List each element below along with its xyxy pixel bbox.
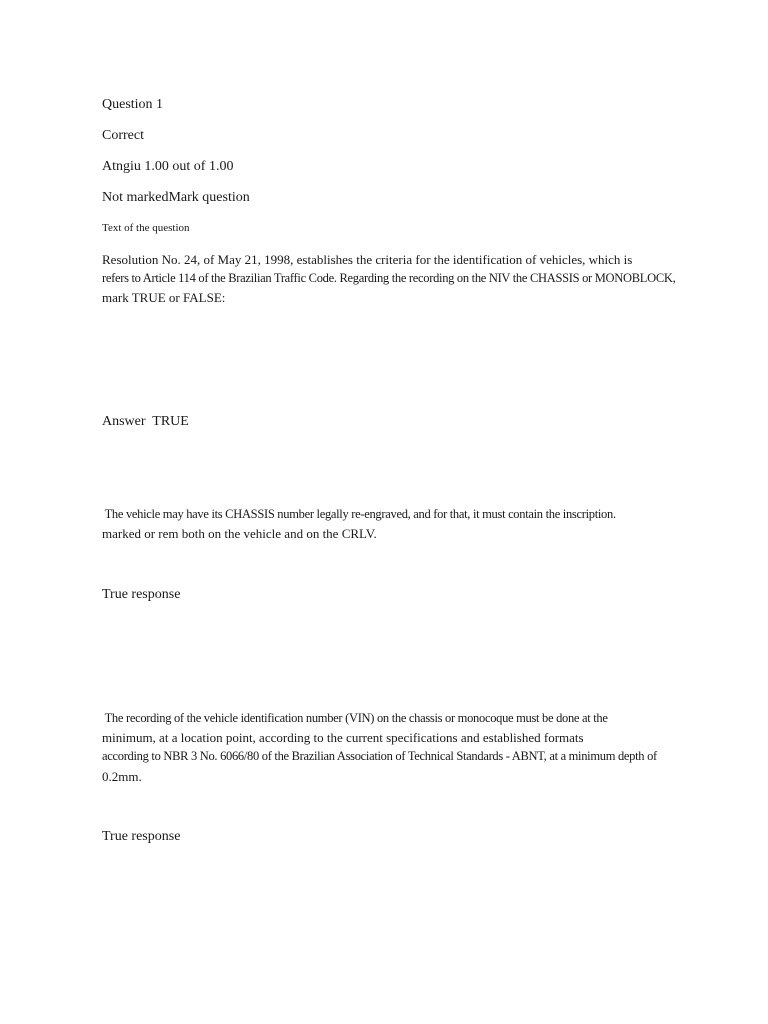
answer-label: Answer TRUE bbox=[102, 414, 189, 429]
question-text-label: Text of the question bbox=[102, 222, 190, 234]
statement-2-line-1: The recording of the vehicle identification number (VIN) on the chassis or monocoque must be done at the bbox=[102, 711, 608, 725]
flag-question-link[interactable]: Not markedMark question bbox=[102, 190, 250, 205]
statement-2-line-2: minimum, at a location point, according to the current specifications and established formats bbox=[102, 730, 584, 745]
statement-2-response: True response bbox=[102, 829, 181, 844]
statement-2-line-4: 0.2mm. bbox=[102, 769, 142, 784]
question-grade: Atngiu 1.00 out of 1.00 bbox=[102, 159, 234, 174]
statement-2-line-3: according to NBR 3 No. 6066/80 of the Brazilian Association of Technical Standards - ABNT, at a minimum depth of bbox=[102, 749, 657, 763]
question-status: Correct bbox=[102, 128, 144, 143]
statement-1-line-1: The vehicle may have its CHASSIS number legally re-engraved, and for that, it must contain the inscription. bbox=[102, 507, 616, 521]
question-number: Question 1 bbox=[102, 97, 164, 112]
question-text-line-1: Resolution No. 24, of May 21, 1998, establishes the criteria for the identification of vehicles, which is bbox=[102, 252, 633, 267]
question-text-line-2: refers to Article 114 of the Brazilian Traffic Code. Regarding the recording on the NIV the CHASSIS or MONOBLOCK, bbox=[102, 271, 676, 285]
statement-1-response: True response bbox=[102, 587, 181, 602]
question-text-line-3: mark TRUE or FALSE: bbox=[102, 290, 226, 305]
statement-1-line-2: marked or rem both on the vehicle and on the CRLV. bbox=[102, 526, 377, 541]
